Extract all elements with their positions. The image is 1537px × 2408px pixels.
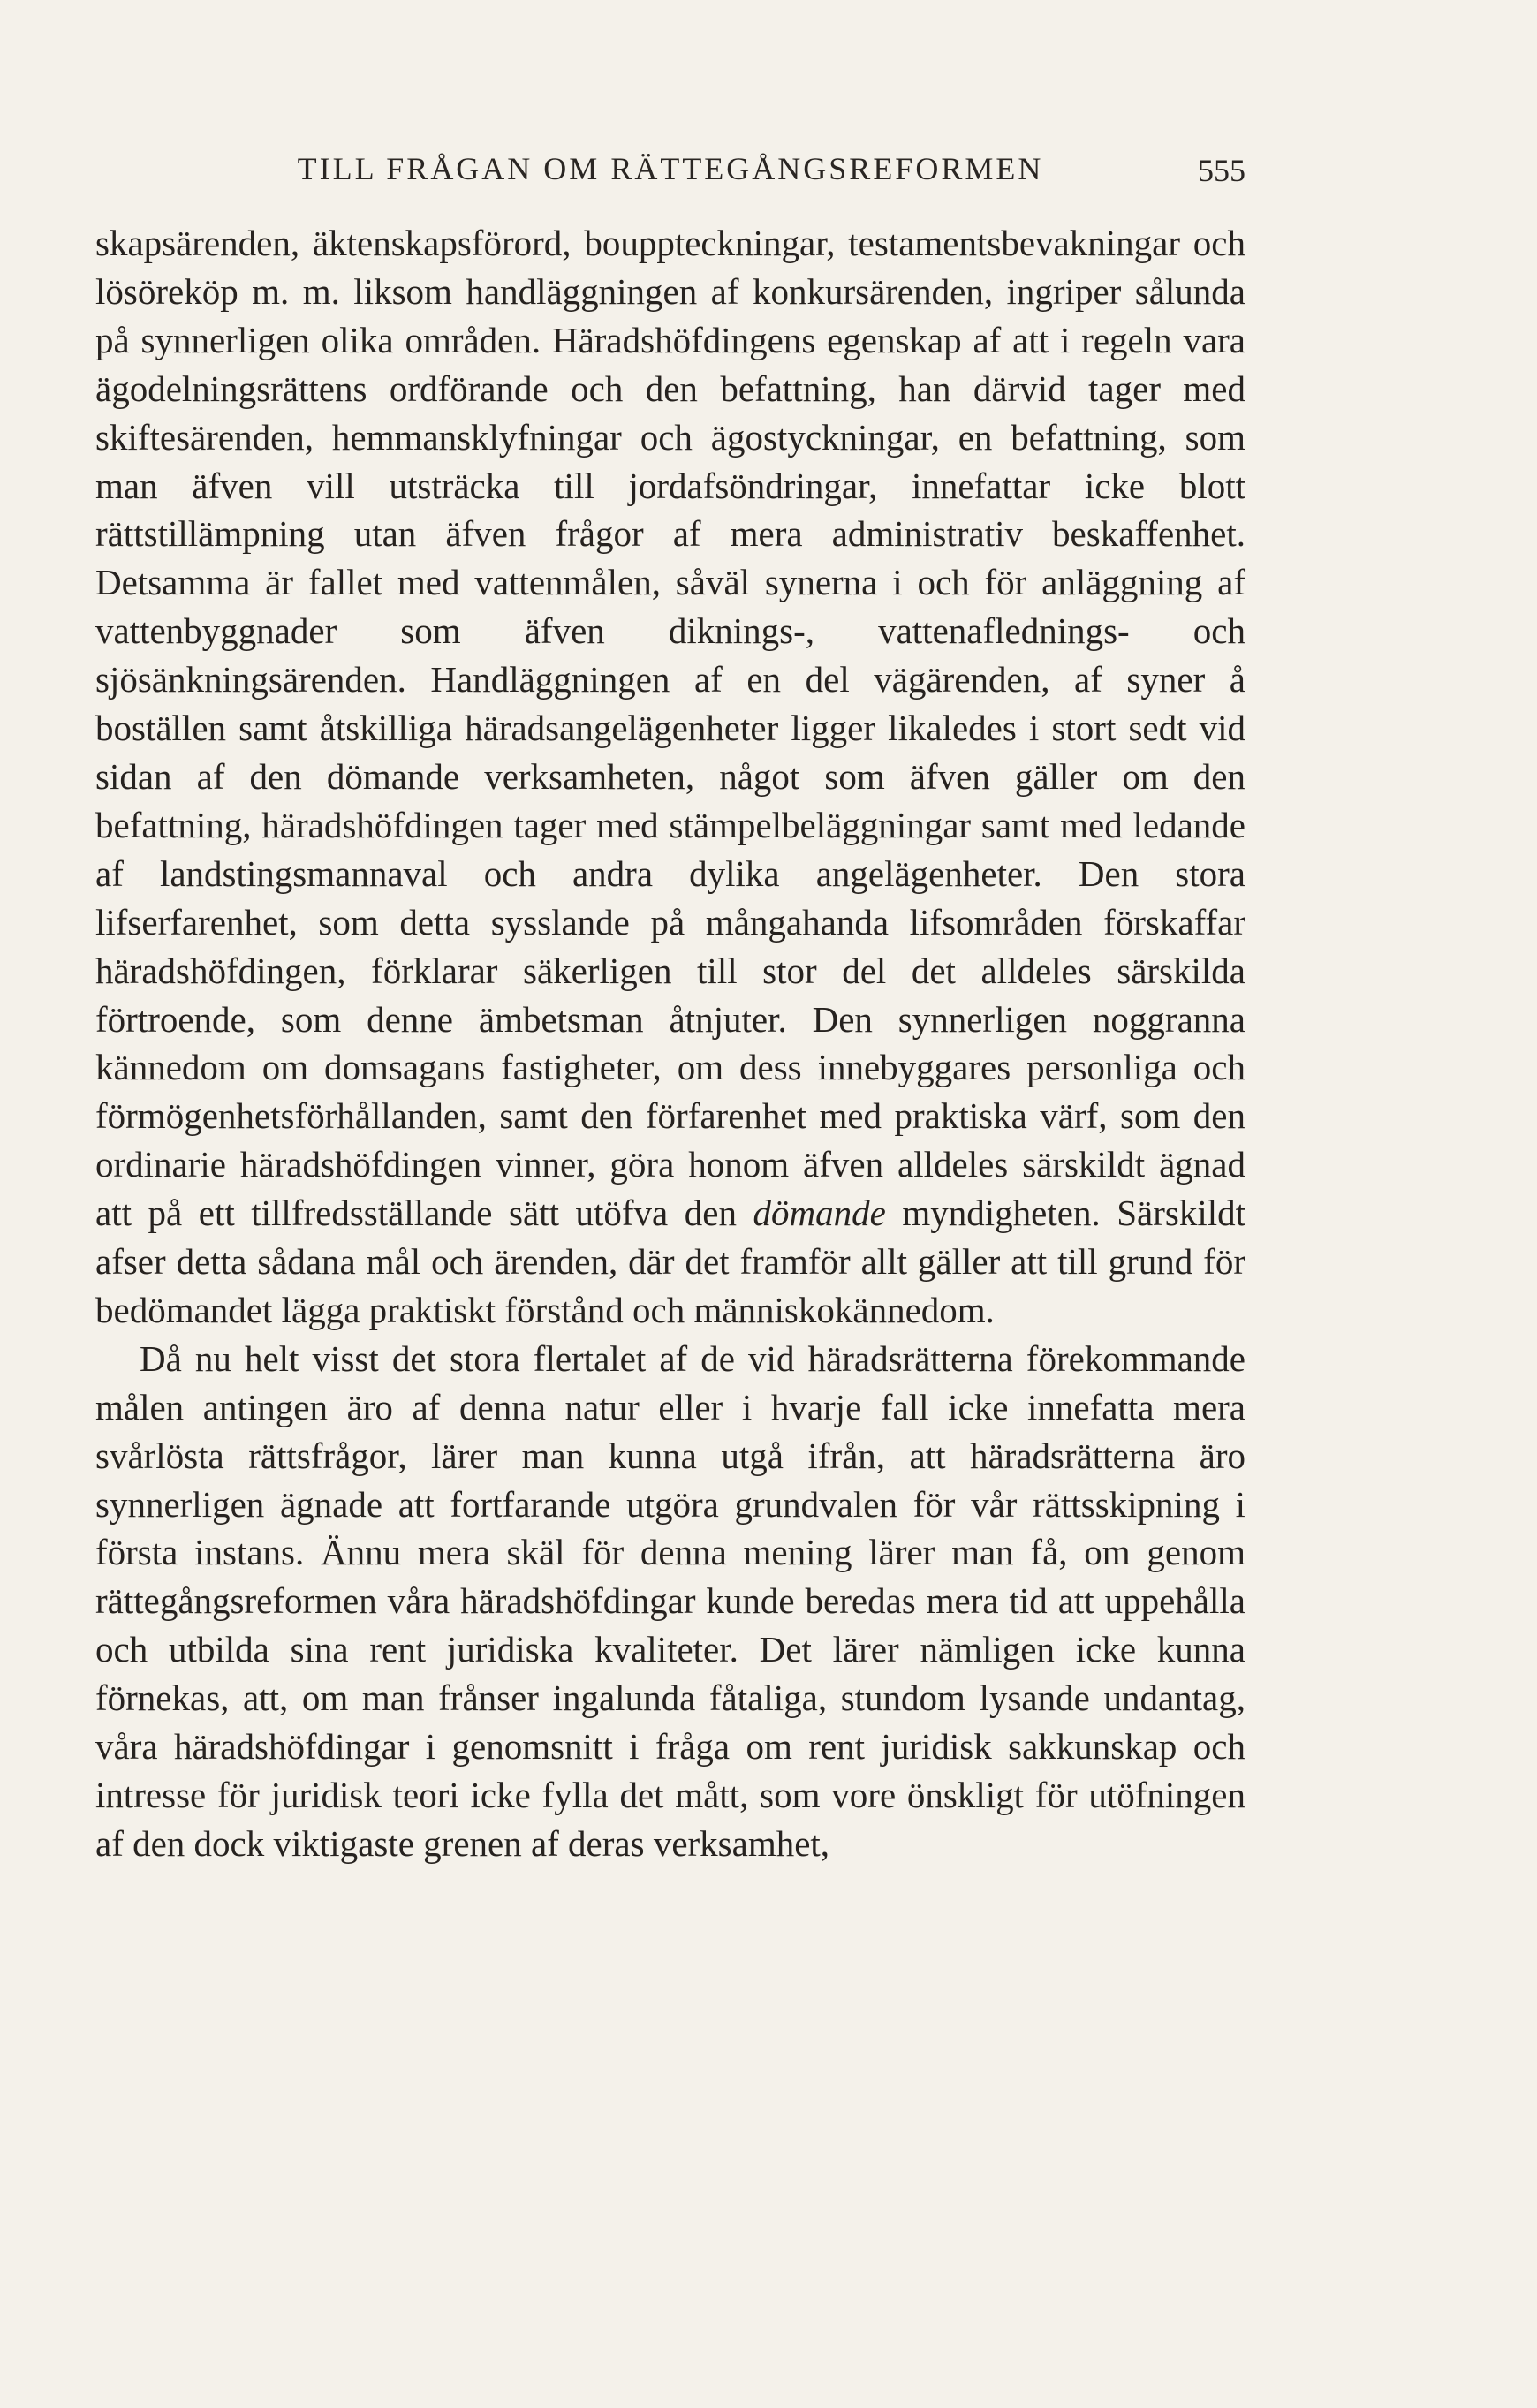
paragraph-1-text-a: skapsärenden, äktenskapsförord, bouppteckningar, testamentsbevakningar och lösöreköp m. m. liksom handläggningen af konkursärenden, ingriper sålunda på synnerligen olika områden. Häradshöfdingens egenskap af att i regeln vara ägodelningsrättens ordförande och den befattning, han därvid tager med skiftesärenden, hemmansklyfningar och ägostyckningar, en befattning, som man äfven vill utsträcka till jordafsöndringar, innefattar icke blott rättstillämpning utan äfven frågor af mera administrativ beskaffenhet. Detsamma är fallet med vattenmålen, såväl synerna i och för anläggning af vattenbyggnader som äfven diknings-, vattenaflednings- och sjösänkningsärenden. Handläggningen af en del vägärenden, af syner å boställen samt åtskilliga häradsangelägenheter ligger likaledes i stort sedt vid sidan af den dömande verksamheten, något som äfven gäller om den befattning, häradshöfdingen tager med stämpelbeläggningar samt med ledande af landstingsmannaval och andra dylika angelägenheter. Den stora lifserfarenhet, som detta sysslande på mångahanda lifsområden förskaffar häradshöfdingen, förklarar säkerligen till stor del det alldeles särskilda förtroende, som denne ämbetsman åtnjuter. Den synnerligen noggranna kännedom om domsagans fastigheter, om dess innebyggares personliga och förmögenhetsförhållanden, samt den förfarenhet med praktiska värf, som den ordinarie häradshöfdingen vinner, göra honom äfven alldeles särskildt ägnad att på ett tillfredsställande sätt utöfva den [95,223,1246,1234]
paragraph-1-text-b: myndigheten. Särskildt afser detta sådana mål och ärenden, där det framför allt gäller att till grund för bedömandet lägga praktiskt förstånd och människokännedom. [95,1193,1246,1330]
paragraph-1 [95,219,1246,1335]
paragraph-2: Då nu helt visst det stora flertalet af de vid häradsrätterna förekommande målen antingen äro af denna natur eller i hvarje fall icke innefatta mera svårlösta rättsfrågor, lärer man kunna utgå ifrån, att häradsrätterna äro synnerligen ägnade att fortfarande utgöra grundvalen för vår rättsskipning i första instans. Ännu mera skäl för denna mening lärer man få, om genom rättegångsreformen våra häradshöfdingar kunde beredas mera tid att uppehålla och utbilda sina rent juridiska kvaliteter. Det lärer nämligen icke kunna förnekas, att, om man frånser ingalunda fåtaliga, stundom lysande undantag, våra häradshöfdingar i genomsnitt i fråga om rent juridisk sakkunskap och intresse för juridisk teori icke fylla det mått, som vore önskligt för utöfningen af den dock viktigaste grenen af deras verksamhet, [95,1337,1246,1864]
page-header [95,150,1246,194]
emphasized-word: dömande [753,1193,886,1234]
running-title: TILL FRÅGAN OM RÄTTEGÅNGSREFORMEN [297,151,1044,186]
page-number: 555 [1198,153,1246,188]
body-text [95,219,1246,1868]
